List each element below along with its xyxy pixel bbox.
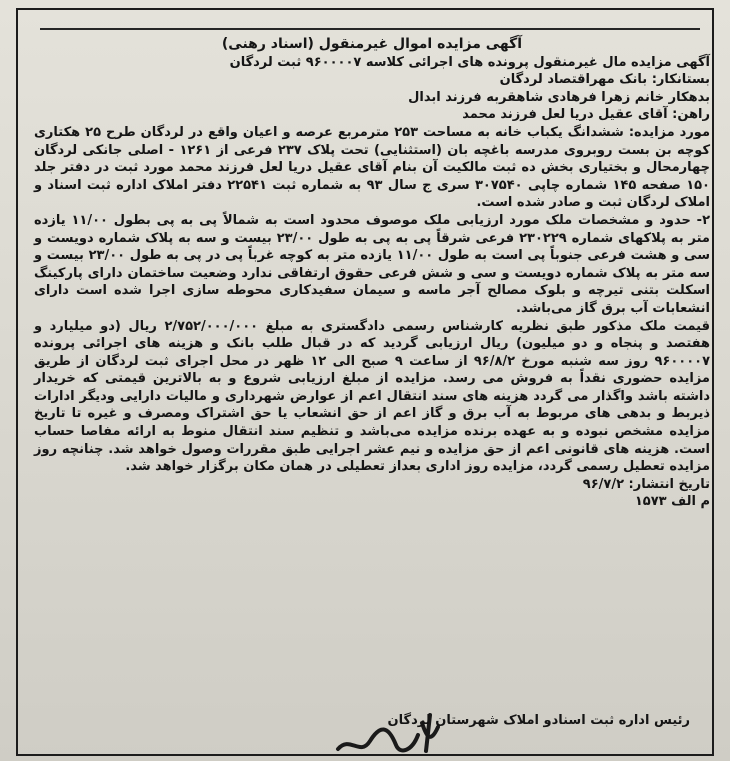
mortgagor-line: راهن: آقای عقیل دریا لعل فرزند محمد bbox=[462, 107, 710, 123]
notice-subtitle: آگهی مزایده مال غیرمنقول پرونده های اجرائی کلاسه ۹۶۰۰۰۰۷ ثبت لردگان bbox=[229, 54, 710, 70]
notice-title: آگهی مزایده اموال غیرمنقول (اسناد رهنی) bbox=[221, 36, 523, 52]
property-description: مورد مزایده: ششدانگ یکباب خانه به مساحت ۲۵۳ مترمربع عرصه و اعیان واقع در لردگان طرح ۲۵ هکتاری کوچه بن بست روبروی مدرسه باغچه بان (استثنایی) تحت پلاک ۲۳۷ فرعی از ۱۲۶۱ - اصلی جانکی لردگان چهارمحال و بختیاری بخش ده ثبت مالکیت آن بنام آقای عقیل دریا لعل فرزند محمد مورد ثبت در دفتر جلد ۱۵۰ صفحه ۱۴۵ شماره چاپی ۳۰۷۵۴۰ سری ج سال ۹۳ به شماره ثبت ۲۲۵۴۱ دفتر املاک اداره ثبت اسناد و املاک لردگان ثبت و صادر شده است. bbox=[34, 124, 711, 211]
auction-notice bbox=[34, 36, 710, 511]
auction-terms: قیمت ملک مذکور طبق نظریه کارشناس رسمی دادگستری به مبلغ ۲/۷۵۲/۰۰۰/۰۰۰ ریال (دو میلیارد و هفتصد و پنجاه و دو میلیون) ریال ارزیابی گردید که در قبال طلب بانک و هزینه های اجرائی پرونده ۹۶۰۰۰۰۷ روز سه شنبه مورخ ۹۶/۸/۲ از ساعت ۹ صبح الی ۱۲ ظهر در محل اجرای ثبت لردگان از طریق مزایده حضوری نقداً به فروش می رسد. مزایده از مبلغ ارزیابی شروع و به بالاترین قیمتی که خریدار داشته باشد واگذار می گردد هزینه های سند انتقال اعم از عوارض شهرداری و مالیات دارایی ودیگر ادارات ذیربط و بدهی های مربوط به آب برق و گاز اعم از حق انشعاب یا حق اشتراک ومصرف و غیره تا تاریخ مزایده مشخص نبوده و به عهده برنده مزایده می‌باشد و تنظیم سند انتقال منوط به ارائه مفاصا حساب است. هزینه های قانونی اعم از حق مزایده و نیم عشر اجرایی طبق مقررات وصول خواهد شد. چنانچه روز مزایده تعطیل رسمی گردد، مزایده روز اداری بعداز تعطیلی در همان مکان برگزار خواهد شد. bbox=[34, 318, 711, 475]
notice-code: م الف ۱۵۷۳ bbox=[634, 494, 710, 510]
debtor-line: بدهکار خانم زهرا فرهادی شاهقربه فرزند ابدال bbox=[408, 89, 710, 105]
publish-date: تاریخ انتشار: ۹۶/۷/۲ bbox=[582, 476, 710, 492]
property-boundaries: ۲- حدود و مشخصات ملک مورد ارزیابی ملک موصوف محدود است به شمالاً پی به پی بطول ۱۱/۰۰ یازده متر به پلاکهای شماره ۲۳۰۲۲۹ فرعی شرقاً پی به پی به طول ۲۳/۰۰ بیست و سه به پلاک شماره دویست و سی و هشت فرعی جنوباً پی است به طول ۱۱/۰۰ یازده متر به کوچه غرباً پی در پی به طول ۲۳/۰۰ بیست و سه متر به پلاک شماره دویست و سی و شش فرعی حقوق ارتفاقی ندارد وضعیت ساختمان دارای پارکینگ اسکلت بتنی تیرچه و بلوک مصالح آجر ماسه و سیمان سفیدکاری محوطه سازی اجرا شده است دارای انشعابات آب برق گاز می‌باشد. bbox=[34, 212, 711, 316]
creditor-line: بستانکار: بانک مهراقتصاد لردگان bbox=[499, 72, 710, 88]
office-title: رئیس اداره ثبت اسنادو املاک شهرستان لردگان bbox=[387, 713, 690, 728]
top-rule bbox=[40, 28, 700, 30]
